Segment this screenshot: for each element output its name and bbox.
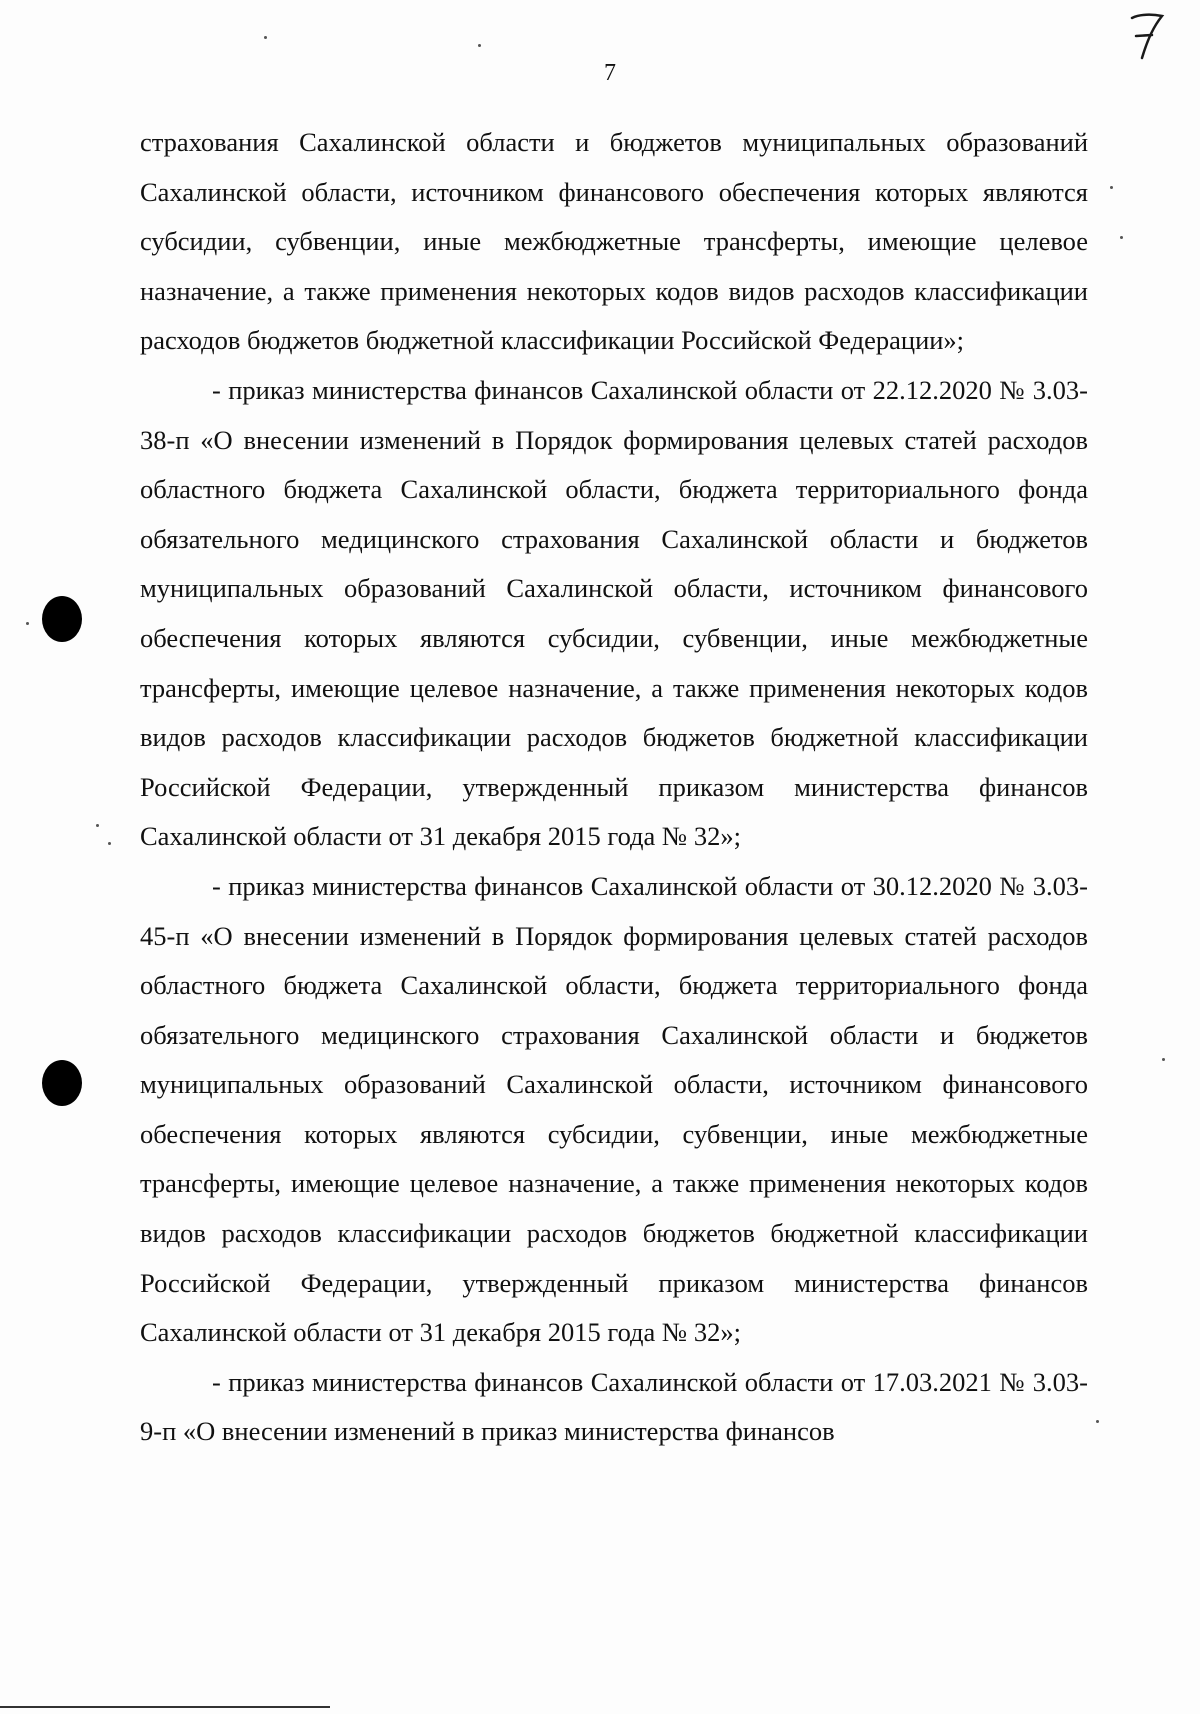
scan-speck: [96, 824, 99, 827]
handwritten-seven-mark: [1128, 8, 1168, 64]
scan-speck: [26, 622, 29, 625]
paragraph-continuation: страхования Сахалинской области и бюджетов муниципальных образований Сахалинской области, источником финансового обеспечения которых являются субсидии, субвенции, иные межбюджетные трансферты, имеющие целевое назначение, а также применения некоторых кодов видов расходов классификации расходов бюджетов бюджетной классификации Российской Федерации»;: [140, 127, 1088, 356]
punch-hole-bottom: [42, 1060, 82, 1106]
scan-speck: [478, 44, 481, 47]
list-item-order-30-12-2020: - приказ министерства финансов Сахалинской области от 30.12.2020 № 3.03-45-п «О внесении изменений в Порядок формирования целевых статей расходов областного бюджета Сахалинской области, бюджета территориального фонда обязательного медицинского страхования Сахалинской области и бюджетов муниципальных образований Сахалинской области, источником финансового обеспечения которых являются субсидии, субвенции, иные межбюджетные трансферты, имеющие целевое назначение, а также применения некоторых кодов видов расходов классификации расходов бюджетов бюджетной классификации Российской Федерации, утвержденный приказом министерства финансов Сахалинской области от 31 декабря 2015 года № 32»;: [140, 870, 1088, 1348]
scan-speck: [1110, 186, 1113, 189]
scan-edge-line: [0, 1706, 330, 1708]
handwritten-page-number: [1128, 8, 1168, 64]
page-number: 7: [604, 60, 616, 86]
scan-speck: [1162, 1058, 1165, 1061]
scan-speck: [1096, 1420, 1099, 1423]
scan-speck: [1120, 236, 1123, 239]
scan-speck: [264, 36, 267, 39]
list-item-order-17-03-2021: - приказ министерства финансов Сахалинской области от 17.03.2021 № 3.03-9-п «О внесении изменений в приказ министерства финансов: [140, 1366, 1088, 1447]
list-item-order-22-12-2020: - приказ министерства финансов Сахалинской области от 22.12.2020 № 3.03-38-п «О внесении изменений в Порядок формирования целевых статей расходов областного бюджета Сахалинской области, бюджета территориального фонда обязательного медицинского страхования Сахалинской области и бюджетов муниципальных образований Сахалинской области, источником финансового обеспечения которых являются субсидии, субвенции, иные межбюджетные трансферты, имеющие целевое назначение, а также применения некоторых кодов видов расходов классификации расходов бюджетов бюджетной классификации Российской Федерации, утвержденный приказом министерства финансов Сахалинской области от 31 декабря 2015 года № 32»;: [140, 374, 1088, 852]
document-body: [140, 118, 1088, 1457]
punch-hole-top: [42, 596, 82, 642]
scan-speck: [108, 842, 111, 845]
